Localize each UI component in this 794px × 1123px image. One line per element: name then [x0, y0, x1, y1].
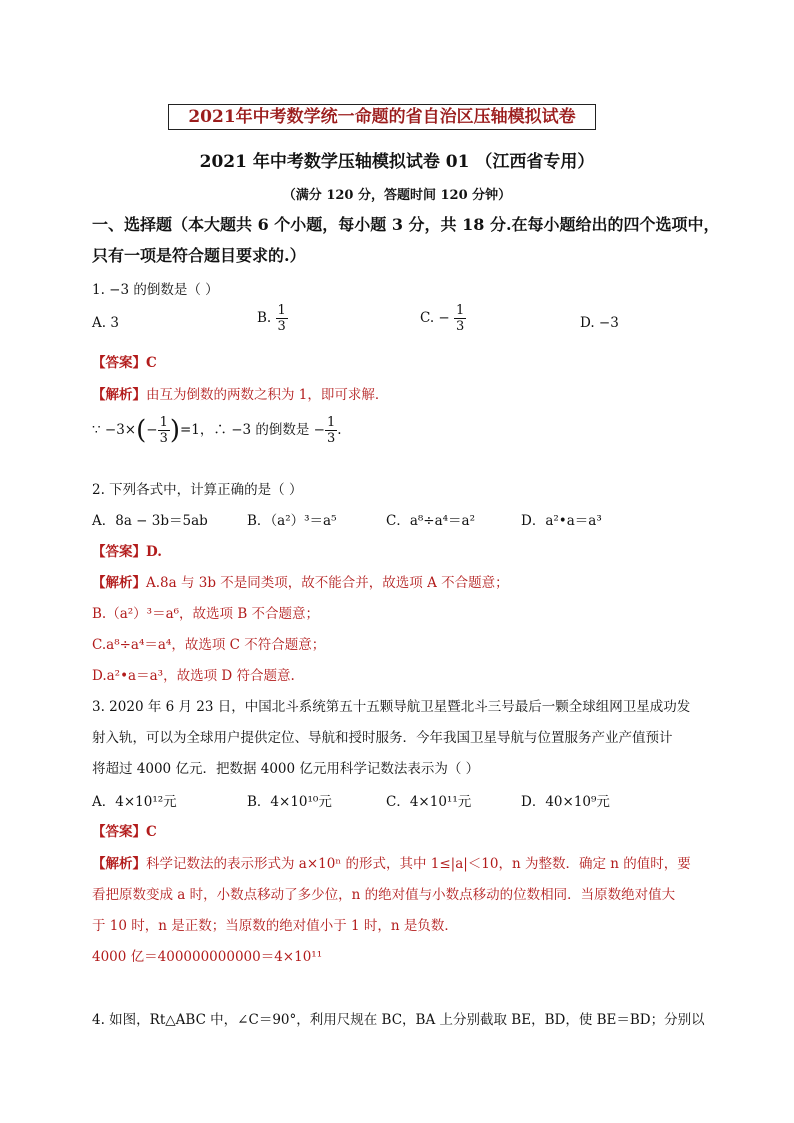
question-3-stem-line2: 射入轨，可以为全球用户提供定位、导航和授时服务．今年我国卫星导航与位置服务产业产值预计: [92, 730, 673, 746]
question-2-analysis-line4: D.a²•a＝a³，故选项 D 符合题意.: [92, 668, 295, 684]
fraction-numerator: 1: [277, 303, 286, 318]
question-2-option-a: A．8a − 3b＝5ab: [92, 513, 208, 529]
exam-series-banner: 2021年中考数学统一命题的省自治区压轴模拟试卷: [168, 104, 596, 130]
left-paren: (: [136, 415, 147, 446]
question-1-answer: 【答案】C: [92, 355, 157, 371]
option-b-fraction: [276, 303, 288, 334]
analysis-tag: 【解析】: [92, 575, 146, 591]
calc-end: .: [337, 422, 342, 438]
analysis-text: 科学记数法的表示形式为 a×10ⁿ 的形式，其中 1≤|a|＜10，n 为整数．确定 n 的值时，要: [146, 856, 691, 872]
exam-subtitle: （满分 120 分，答题时间 120 分钟）: [282, 188, 512, 203]
option-c-label: C. −: [420, 310, 450, 326]
fraction-denominator: 3: [159, 431, 168, 446]
section-heading-line1: 一、选择题（本大题共 6 个小题，每小题 3 分，共 18 分.在每小题给出的四个选项中，: [92, 215, 720, 234]
analysis-tag: 【解析】: [92, 856, 146, 872]
fraction-numerator: 1: [159, 415, 168, 430]
fraction-denominator: 3: [327, 431, 336, 446]
question-1-option-a: A. 3: [92, 315, 119, 331]
analysis-tag: 【解析】: [92, 387, 146, 403]
question-3-answer: 【答案】C: [92, 824, 157, 840]
analysis-text: 由互为倒数的两数之积为 1，即可求解．: [146, 387, 389, 403]
minus-sign: −: [146, 422, 158, 438]
question-3-option-a: A．4×10¹²元: [92, 794, 177, 810]
section-heading-line2: 只有一项是符合题目要求的.）: [92, 246, 306, 265]
question-2-analysis-line2: B.（a²）³＝a⁶，故选项 B 不合题意；: [92, 606, 320, 622]
calc-paren-fraction: [158, 415, 170, 446]
option-c-fraction: [454, 303, 466, 334]
fraction-numerator: 1: [456, 303, 465, 318]
option-b-label: B.: [257, 310, 272, 326]
question-3-option-c: C．4×10¹¹元: [386, 794, 472, 810]
analysis-text: A.8a 与 3b 不是同类项，故不能合并，故选项 A 不合题意；: [146, 575, 509, 591]
question-3-stem-line1: 3. 2020 年 6 月 23 日，中国北斗系统第五十五颗导航卫星暨北斗三号最后一颗全球组网卫星成功发: [92, 699, 691, 715]
question-1-option-d: D. −3: [580, 315, 619, 331]
question-2-option-d: D．a²•a＝a³: [521, 513, 602, 529]
question-3-analysis-line3: 于 10 时，n 是正数；当原数的绝对值小于 1 时，n 是负数．: [92, 918, 458, 934]
question-1-stem: 1. −3 的倒数是（ ）: [92, 282, 219, 298]
question-1-option-c: [420, 303, 466, 334]
calc-result-fraction: [325, 415, 337, 446]
fraction-numerator: 1: [327, 415, 336, 430]
question-1-calculation: [92, 415, 342, 446]
question-3-analysis-line1: [92, 852, 691, 872]
fraction-denominator: 3: [277, 319, 286, 334]
question-4-stem: 4. 如图，Rt△ABC 中，∠C＝90°，利用尺规在 BC，BA 上分别截取 BE，BD，使 BE＝BD；分别以: [92, 1012, 705, 1028]
question-2-analysis-line1: [92, 571, 509, 591]
question-2-analysis-line3: C.a⁸÷a⁴＝a⁴，故选项 C 不符合题意；: [92, 637, 326, 653]
question-3-option-d: D．40×10⁹元: [521, 794, 610, 810]
page-title: 2021 年中考数学压轴模拟试卷 01 （江西省专用）: [199, 152, 595, 172]
question-1-analysis: [92, 383, 388, 403]
question-3-analysis-line2: 看把原数变成 a 时，小数点移动了多少位，n 的绝对值与小数点移动的位数相同．当原数绝对值大: [92, 887, 676, 903]
calc-middle: =1，∴ −3 的倒数是 −: [180, 422, 325, 438]
question-2-stem: 2. 下列各式中，计算正确的是（ ）: [92, 482, 303, 498]
calc-prefix: ∵ −3×: [92, 422, 137, 438]
fraction-denominator: 3: [456, 319, 465, 334]
question-1-option-b: [257, 303, 288, 334]
question-3-stem-line3: 将超过 4000 亿元．把数据 4000 亿元用科学记数法表示为（ ）: [92, 761, 480, 777]
right-paren: ): [169, 415, 180, 446]
question-3-option-b: B．4×10¹⁰元: [247, 794, 332, 810]
question-2-option-c: C．a⁸÷a⁴＝a²: [386, 513, 476, 529]
question-3-analysis-line4: 4000 亿＝400000000000＝4×10¹¹: [92, 949, 323, 965]
question-2-option-b: B．（a²）³＝a⁵: [247, 513, 337, 529]
question-2-answer: 【答案】D.: [92, 544, 162, 560]
